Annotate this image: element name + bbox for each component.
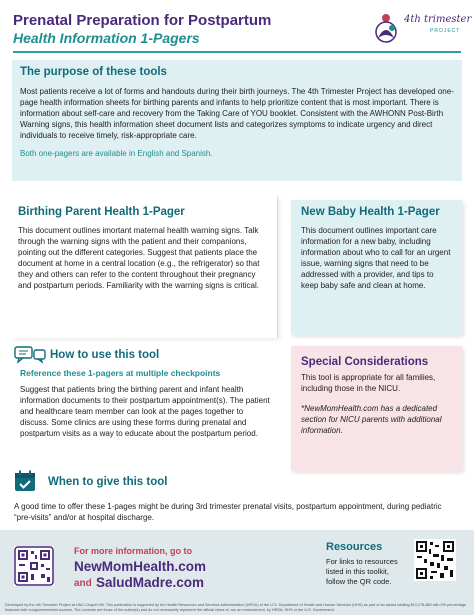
how-to-use-heading: How to use this tool	[50, 349, 160, 361]
how-to-use-section	[12, 346, 278, 466]
more-info-label: For more information, go to	[74, 546, 192, 556]
new-baby-body: This document outlines important care information for a new baby, including information about who to call for an urgent issue, warning signs that need to be addressed with a provider, and tips to keep baby safe and clean at home.	[301, 226, 451, 290]
birthing-parent-section	[12, 196, 278, 338]
new-baby-section	[291, 200, 462, 335]
page-subtitle: Health Information 1-Pagers	[13, 30, 200, 46]
when-to-give-body: A good time to offer these 1-pages might be during 3rd trimester prenatal visits, postpartum appointment, during pediatric “pre-visits” and/or at hospital discharge.	[14, 502, 442, 522]
logo-text: 4th trimester	[404, 14, 472, 25]
how-to-use-body: Suggest that patients bring the birthing parent and infant health information documents to their postpartum appointment(s). The patient and healthcare team member can look at the pages together to discuss. Some clinics are using these forms during prenatal and postpartum visits as a way to educate about the postpartum period.	[20, 385, 270, 438]
resources-heading: Resources	[326, 541, 383, 553]
resources-box	[316, 535, 466, 597]
footer	[0, 530, 474, 615]
page-title: Prenatal Preparation for Postpartum	[13, 12, 272, 29]
new-baby-heading: New Baby Health 1-Pager	[301, 206, 440, 218]
special-considerations-section	[291, 346, 462, 471]
page-header	[0, 0, 474, 52]
when-to-give-section	[12, 470, 462, 525]
nicu-note: *NewMomHealth.com has a dedicated section for NICU parents with additional information.	[301, 404, 442, 435]
chat-bubbles-icon	[14, 346, 46, 364]
calendar-check-icon	[14, 470, 36, 492]
birthing-parent-body: This document outlines imortant maternal health warning signs. Talk through the warning signs with the patient and their companions, pointing out the different categories. Suggest that patients place the document at home in a central location (e.g., the refrigerator) so that they and others can refer to the content throughout their pregnancy and postpartum periods. Familiarity with the warning signs is critical.	[18, 226, 260, 290]
resources-body: For links to resources listed in this toolkit, follow the QR code.	[326, 557, 398, 586]
languages-note: Both one-pagers are available in English and Spanish.	[20, 149, 213, 158]
special-considerations-heading: Special Considerations	[301, 356, 429, 368]
purpose-section	[12, 60, 462, 181]
logo-subtext: PROJECT	[430, 28, 461, 34]
qr-code-icon[interactable]	[414, 539, 456, 581]
when-to-give-heading: When to give this tool	[48, 476, 168, 488]
purpose-body: Most patients receive a lot of forms and handouts during their birth journeys. The 4th Trimester Project has developed one-page health information sheets for birthing parents and infants to help prioritize content that is most important. There is information about self-care and recovery from the Taking Care of YOU booklet. Consistent with the AWHONN Post-Birth Warning signs, this health information sheet document lists and categorizes symptoms to indicate urgency and direct individuals to receive timely, risk-appropriate care.	[20, 87, 454, 140]
saludmadre-link[interactable]: SaludMadre.com	[96, 575, 205, 590]
birthing-parent-heading: Birthing Parent Health 1-Pager	[18, 206, 185, 218]
special-considerations-body: This tool is appropriate for all families, including those in the NICU.	[301, 373, 436, 393]
how-to-use-header	[12, 346, 278, 364]
header-divider	[13, 51, 461, 53]
purpose-heading: The purpose of these tools	[20, 66, 167, 78]
newmomhealth-link[interactable]: NewMomHealth.com	[74, 559, 207, 574]
qr-code-icon[interactable]	[14, 546, 54, 586]
how-to-use-subheading: Reference these 1-pagers at multiple checkpoints	[20, 368, 221, 378]
and-label: and	[74, 578, 92, 589]
funding-disclaimer: Developed by the 4th Trimester Project at UNC-Chapel Hill. This publication is supported by the Health Resources and Services Administration (HRSA) of the U.S. Department of Health and Human Services (HHS) as part of an award totaling $10,278,885 with 0% percentage financed with nongovernmental sources. The contents are those of the author(s) and do not necessarily represent the official views of, nor an endorsement, by HRSA, HHS or the U.S. Government.	[5, 603, 467, 612]
